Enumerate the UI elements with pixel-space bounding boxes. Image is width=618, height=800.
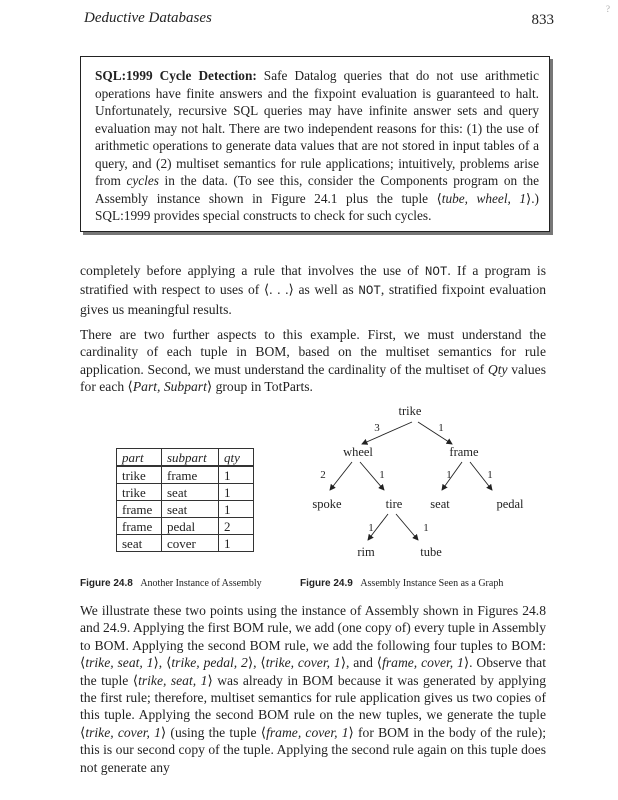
table-row <box>117 518 254 535</box>
node-tire: tire <box>385 497 403 511</box>
table-cell: frame <box>117 501 162 518</box>
edge-frame-seat <box>442 462 462 490</box>
sidebar-box-heading: SQL:1999 Cycle Detection: <box>95 68 257 83</box>
box-text-part: Safe Datalog queries that do not use arithmetic operations have finite answers and the fixpoint evaluation is guaranteed to halt. Unfortunately, recursive SQL queries may have infinite answer sets and query evaluation may not halt. There are two independent reasons for this: (1) the use of arithmetic operations to generate data values that are not stored in input tables of a query, and (2) multiset semantics for rule applications; intuitively, problems arise from <box>95 68 539 188</box>
para-text: , stratified fixpoint evaluation gives us meaningful results. <box>80 282 546 317</box>
node-frame: frame <box>449 445 479 459</box>
edge-label-frame-seat: 1 <box>446 469 452 481</box>
para-text: completely before applying a rule that involves the use of <box>80 263 425 278</box>
table-cell: frame <box>162 466 219 484</box>
table-row <box>117 466 254 484</box>
caption-number: Figure 24.9 <box>300 578 353 589</box>
sidebar-box <box>80 56 550 232</box>
para-text: values for each ⟨ <box>80 361 546 395</box>
node-pedal: pedal <box>496 497 524 511</box>
tuple-italic: frame, cover, 1 <box>266 724 349 740</box>
para-text: ⟩, ⟨ <box>153 655 172 671</box>
column-header: part <box>117 449 162 467</box>
tuple-italic: frame, cover, 1 <box>382 655 464 671</box>
table-cell: frame <box>117 518 162 535</box>
edge-tire-tube <box>396 514 418 540</box>
table-cell: seat <box>162 501 219 518</box>
table-row <box>117 484 254 501</box>
node-rim: rim <box>357 545 375 559</box>
table-cell: cover <box>162 535 219 552</box>
running-header-title: Deductive Databases <box>84 10 212 26</box>
para-text: . If a program is stratified with respect to uses of ⟨. . .⟩ as well as <box>80 263 546 298</box>
tuple-italic: trike, cover, 1 <box>85 724 161 740</box>
edge-label-tire-tube: 1 <box>423 522 429 534</box>
para-text: There are two further aspects to this example. First, we must understand the cardinality of each tuple in BOM, based on the multiset semantics for rule application. Second, we must understand the cardinality of the multiset of <box>80 327 546 377</box>
code-not: NOT <box>358 284 381 299</box>
table-cell: 1 <box>219 501 254 518</box>
para-text: ⟩, and ⟨ <box>340 655 383 671</box>
edge-label-tire-rim: 1 <box>368 522 374 534</box>
table-cell: 2 <box>219 518 254 535</box>
para-text: ⟩ was already in BOM because it was generated by applying the first rule; therefore, multiset semantics for rule application gives us two copies of this tuple. Applying the second BOM rule on the new tuples, we generate the tuple ⟨ <box>80 672 546 740</box>
table-row <box>117 501 254 518</box>
node-trike: trike <box>398 404 422 418</box>
table-cell: pedal <box>162 518 219 535</box>
node-tube: tube <box>420 545 442 559</box>
tuple-italic: trike, seat, 1 <box>138 672 208 688</box>
assembly-graph <box>300 398 560 566</box>
node-seat: seat <box>430 497 450 511</box>
para-text: ⟩ group in TotParts. <box>206 379 313 395</box>
table-row <box>117 535 254 552</box>
tuple-italic: trike, cover, 1 <box>265 655 341 671</box>
edge-label-wheel-spoke: 2 <box>320 469 326 481</box>
para-italic: Qty <box>487 361 508 377</box>
table-cell: 1 <box>219 466 254 484</box>
code-not: NOT <box>424 265 448 279</box>
tuple-italic: trike, seat, 1 <box>85 655 154 671</box>
figure-caption-24-9 <box>300 578 503 589</box>
edge-wheel-spoke <box>330 462 352 490</box>
para-text: ⟩, ⟨ <box>247 655 266 671</box>
box-tuple: tube, wheel, 1 <box>441 190 527 206</box>
para-text: ⟩ for BOM in the body of the rule); this is our second copy of the tuple. Applying the second rule again on this tuple does not generate any <box>80 724 546 775</box>
column-header: subpart <box>162 449 219 467</box>
edge-trike-wheel <box>362 422 412 444</box>
table-cell: trike <box>117 466 162 484</box>
table-cell: 1 <box>219 535 254 552</box>
tuple-italic: trike, pedal, 2 <box>171 655 248 671</box>
assembly-table <box>116 448 254 552</box>
edge-label-wheel-tire: 1 <box>379 469 385 481</box>
node-wheel: wheel <box>343 445 373 459</box>
edge-trike-frame <box>418 422 452 444</box>
box-cycles-emphasis: cycles <box>126 173 159 188</box>
para-text: We illustrate these two points using the instance of Assembly shown in Figures 24.8 and 24.9. Applying the first BOM rule, we add (one copy of) every tuple in Assembly to BOM. Applying the second BOM rule, we add the following four tuples to BOM: ⟨ <box>80 603 546 671</box>
table-cell: 1 <box>219 484 254 501</box>
caption-number: Figure 24.8 <box>80 578 133 589</box>
edge-label-trike-frame: 1 <box>438 422 444 434</box>
paragraph-illustrate <box>80 602 546 776</box>
column-header: qty <box>219 449 254 467</box>
table-cell: seat <box>117 535 162 552</box>
sidebar-box-text <box>95 67 539 225</box>
paragraph-aspects <box>80 326 546 396</box>
para-italic: Part, Subpart <box>132 379 207 395</box>
figure-caption-24-8 <box>80 578 262 589</box>
table-cell: seat <box>162 484 219 501</box>
margin-mark: ? <box>606 4 610 14</box>
para-text: ⟩ (using the tuple ⟨ <box>160 724 267 740</box>
box-text-part: in the data. (To see this, consider the Components program on the Assembly instance shown in Figure 24.1 plus the tuple ⟨ <box>95 173 540 206</box>
table-header-row <box>117 449 254 467</box>
page-number: 833 <box>531 12 554 28</box>
box-text-part: ⟩.) SQL:1999 provides special constructs to check for such cycles. <box>95 190 539 223</box>
table-cell: trike <box>117 484 162 501</box>
node-spoke: spoke <box>312 497 342 511</box>
para-text: ⟩. Observe that the tuple ⟨ <box>80 655 546 688</box>
caption-text: Assembly Instance Seen as a Graph <box>360 578 504 589</box>
paragraph-stratified <box>80 262 546 318</box>
edge-label-trike-wheel: 3 <box>374 422 380 434</box>
caption-text: Another Instance of Assembly <box>140 578 262 589</box>
edge-label-frame-pedal: 1 <box>487 469 493 481</box>
